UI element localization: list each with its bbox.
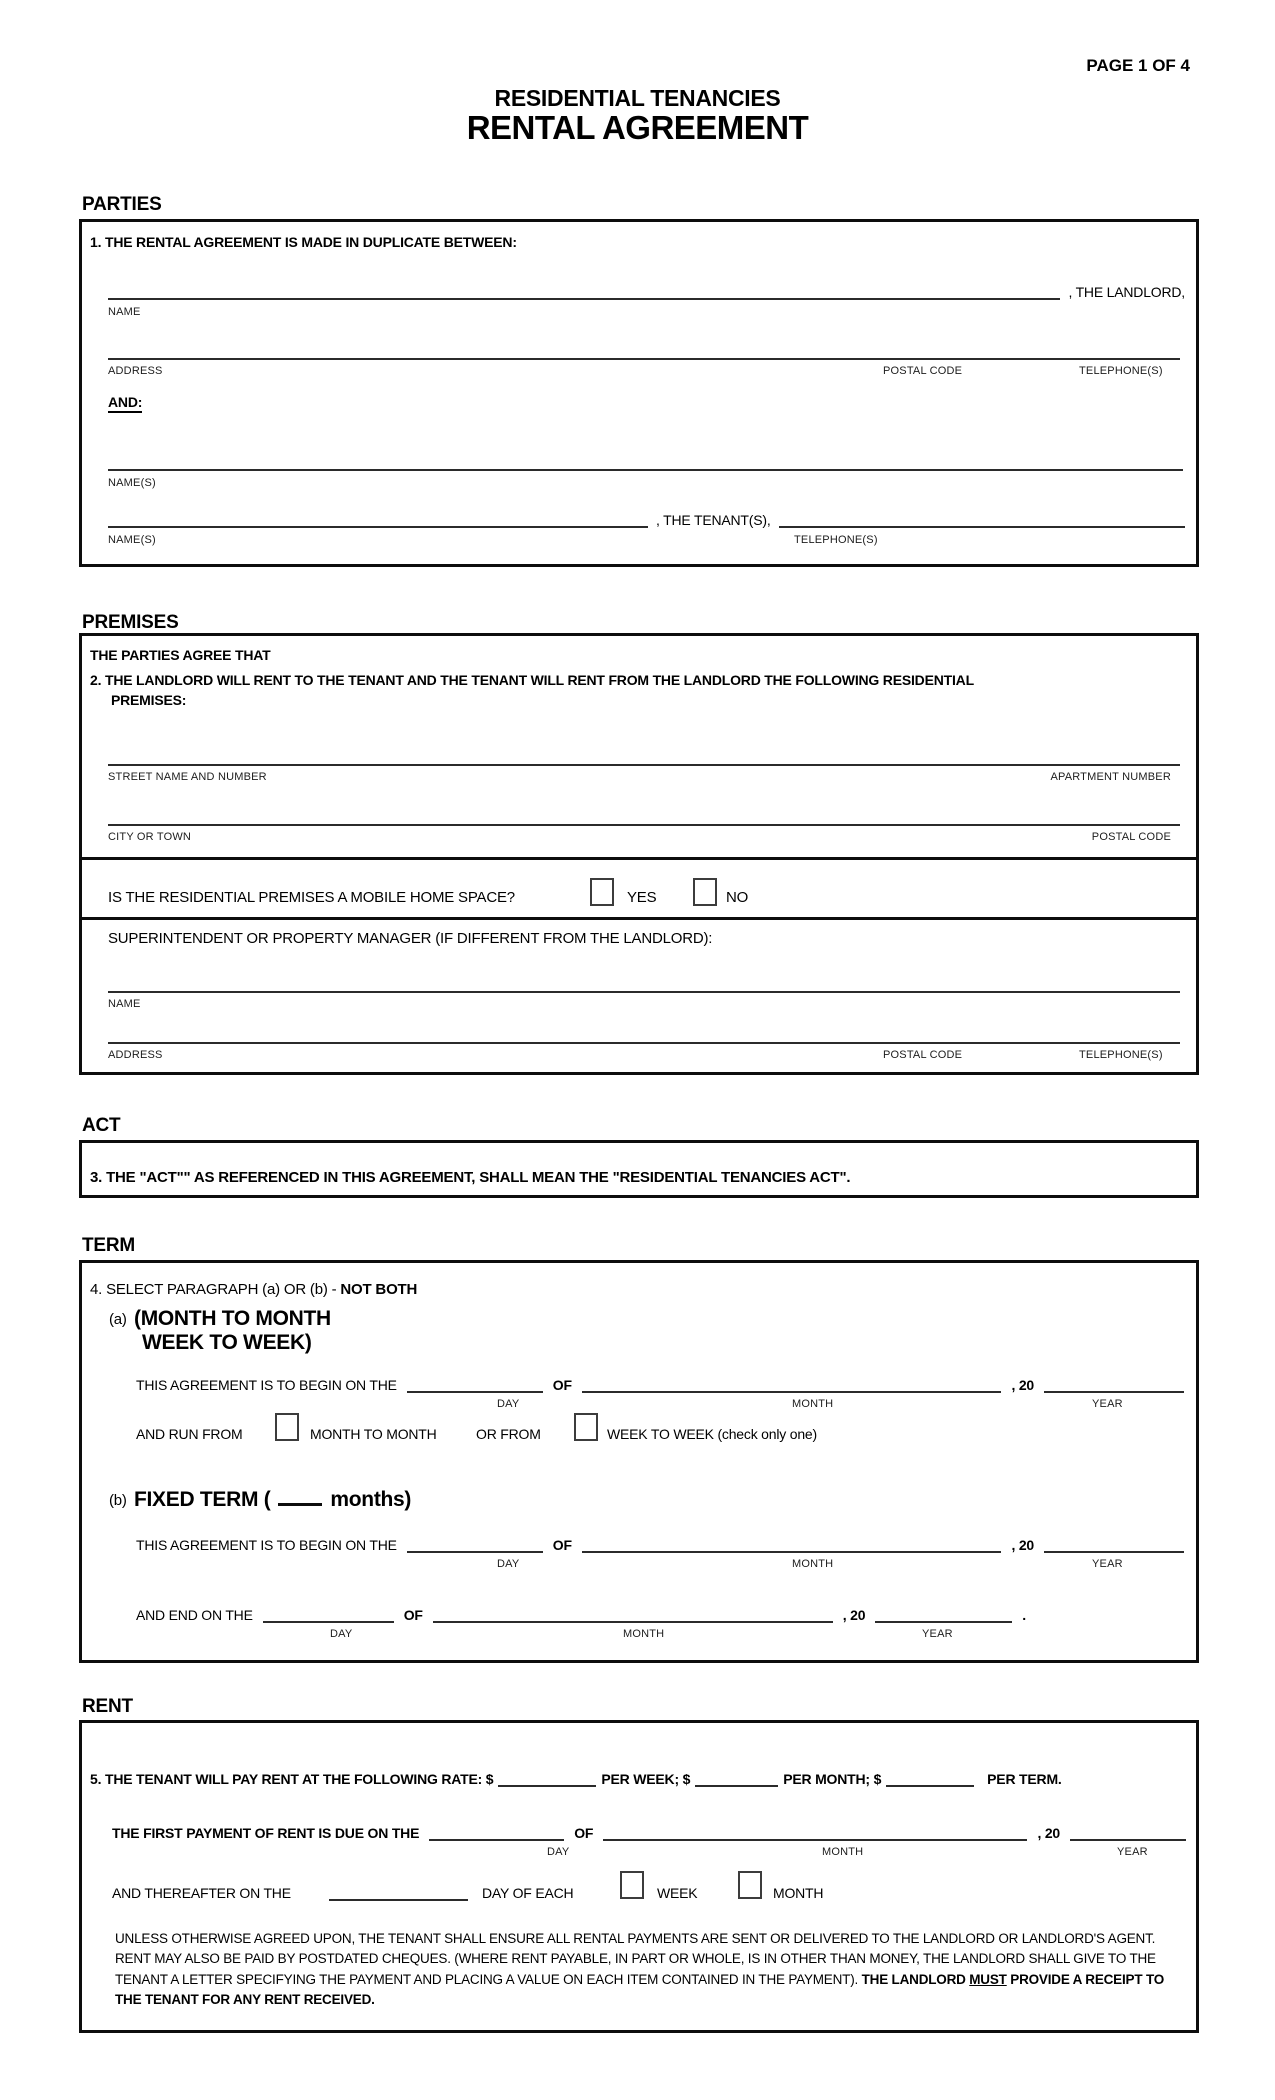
term-end-comma20: , 20 xyxy=(842,1607,866,1623)
term-a-year-label: YEAR xyxy=(1092,1398,1123,1410)
rent-month-checkbox[interactable] xyxy=(738,1871,762,1899)
rent-rate-prefix: 5. THE TENANT WILL PAY RENT AT THE FOLLOWING RATE: $ xyxy=(90,1771,494,1787)
term-select-instruction xyxy=(90,1281,417,1298)
act-clause: 3. THE "ACT"" AS REFERENCED IN THIS AGREEMENT, SHALL MEAN THE "RESIDENTIAL TENANCIES ACT". xyxy=(90,1169,851,1186)
rent-per-month-field[interactable] xyxy=(695,1765,778,1787)
rent-per-term-field[interactable] xyxy=(886,1765,974,1787)
term-end-year-label: YEAR xyxy=(922,1628,953,1640)
tenant-suffix: , THE TENANT(S), xyxy=(656,512,771,528)
super-telephones-label: TELEPHONE(S) xyxy=(1079,1049,1163,1061)
landlord-address-field[interactable] xyxy=(108,338,1180,360)
premises-clause-line1: 2. THE LANDLORD WILL RENT TO THE TENANT AND THE TENANT WILL RENT FROM THE LANDLORD THE FOLLOWING RESIDENTIAL xyxy=(90,672,974,688)
rent-first-day-field[interactable] xyxy=(429,1819,564,1841)
super-address-label: ADDRESS xyxy=(108,1049,163,1061)
and-separator xyxy=(108,394,142,410)
term-b-title-suffix: months) xyxy=(330,1488,412,1511)
rent-week-checkbox[interactable] xyxy=(620,1871,644,1899)
mobile-home-no-label: NO xyxy=(726,889,749,906)
super-name-label: NAME xyxy=(108,998,141,1010)
rent-notice-paragraph xyxy=(115,1929,1185,2010)
parties-box xyxy=(79,219,1199,567)
premises-heading: PREMISES xyxy=(82,612,179,633)
tenant-names-row xyxy=(108,449,1183,471)
mobile-home-yes-checkbox[interactable] xyxy=(590,878,614,906)
rent-per-week-field[interactable] xyxy=(498,1765,596,1787)
tenant-name2-row xyxy=(108,506,1185,528)
premises-box xyxy=(79,633,1199,1075)
super-address-field[interactable] xyxy=(108,1022,1180,1044)
term-a-title xyxy=(134,1307,331,1355)
street-field[interactable] xyxy=(108,744,1180,766)
city-postal-code-label: POSTAL CODE xyxy=(1091,831,1171,843)
rent-per-term-label: PER TERM. xyxy=(987,1771,1062,1787)
landlord-address-row xyxy=(108,338,1180,360)
rent-thereafter-text: AND THEREAFTER ON THE xyxy=(112,1885,291,1901)
rent-first-month-field[interactable] xyxy=(603,1819,1027,1841)
term-b-day-label: DAY xyxy=(497,1558,520,1570)
rent-comma20: , 20 xyxy=(1037,1825,1060,1841)
week-to-week-checkbox[interactable] xyxy=(574,1413,598,1441)
rent-month-label: MONTH xyxy=(822,1846,864,1858)
and-separator-text: AND: xyxy=(108,394,142,413)
premises-divider-2 xyxy=(82,917,1196,920)
term-a-marker: (a) xyxy=(109,1311,127,1328)
month-to-month-checkbox[interactable] xyxy=(275,1413,299,1441)
super-name-field[interactable] xyxy=(108,971,1180,993)
term-a-comma20: , 20 xyxy=(1011,1377,1034,1393)
term-end-month-label: MONTH xyxy=(623,1628,665,1640)
street-row xyxy=(108,744,1180,766)
fixed-term-months-field[interactable] xyxy=(278,1499,322,1506)
term-a-begin-month-field[interactable] xyxy=(582,1371,1002,1393)
rent-notice-bold1: THE LANDLORD xyxy=(861,1971,970,1987)
term-a-begin-text: THIS AGREEMENT IS TO BEGIN ON THE xyxy=(136,1377,397,1393)
term-b-year-label: YEAR xyxy=(1092,1558,1123,1570)
term-b-month-label: MONTH xyxy=(792,1558,834,1570)
rent-notice-bold2: PROVIDE A RECEIPT TO THE TENANT FOR ANY RENT RECEIVED. xyxy=(115,1971,1165,2007)
term-select-bold: NOT BOTH xyxy=(340,1281,418,1298)
rent-week-label: WEEK xyxy=(657,1885,698,1901)
term-run-from-text: AND RUN FROM xyxy=(136,1426,243,1442)
city-label: CITY OR TOWN xyxy=(108,831,192,843)
parties-heading: PARTIES xyxy=(82,194,162,215)
form-title-line2: RENTAL AGREEMENT xyxy=(466,109,809,146)
term-select-prefix: 4. SELECT PARAGRAPH (a) OR (b) - xyxy=(90,1281,341,1298)
term-b-marker: (b) xyxy=(109,1492,127,1509)
term-or-from-text: OR FROM xyxy=(476,1426,541,1442)
tenant-names2-label: NAME(S) xyxy=(108,534,156,546)
mobile-home-question: IS THE RESIDENTIAL PREMISES A MOBILE HOME SPACE? xyxy=(108,889,515,906)
term-a-of-label: OF xyxy=(552,1377,572,1393)
premises-clause-line2: PREMISES: xyxy=(111,692,187,708)
super-name-row xyxy=(108,971,1180,993)
term-b-title xyxy=(134,1488,411,1512)
page-number: PAGE 1 OF 4 xyxy=(1086,56,1190,75)
landlord-name-label: NAME xyxy=(108,306,141,318)
term-end-year-field[interactable] xyxy=(875,1601,1012,1623)
term-end-period: . xyxy=(1022,1607,1026,1623)
rent-first-payment-row xyxy=(112,1819,1186,1841)
premises-divider-1 xyxy=(82,857,1196,860)
landlord-name-field[interactable] xyxy=(108,278,1060,300)
rent-per-week-label: PER WEEK; $ xyxy=(601,1771,691,1787)
form-title-line1: RESIDENTIAL TENANCIES xyxy=(494,85,781,111)
superintendent-text: SUPERINTENDENT OR PROPERTY MANAGER (IF DIFFERENT FROM THE LANDLORD): xyxy=(108,930,713,947)
term-b-begin-year-field[interactable] xyxy=(1044,1531,1184,1553)
act-box xyxy=(79,1140,1199,1198)
apartment-number-label: APARTMENT NUMBER xyxy=(1050,771,1171,783)
term-b-begin-month-field[interactable] xyxy=(582,1531,1002,1553)
rent-year-label: YEAR xyxy=(1117,1846,1148,1858)
rent-thereafter-day-row xyxy=(329,1879,468,1901)
term-end-day-field[interactable] xyxy=(263,1601,394,1623)
rent-of-label: OF xyxy=(574,1825,594,1841)
term-b-begin-row xyxy=(136,1531,1184,1553)
rent-heading: RENT xyxy=(82,1696,133,1717)
term-end-day-label: DAY xyxy=(330,1628,353,1640)
street-label: STREET NAME AND NUMBER xyxy=(108,771,267,783)
city-row xyxy=(108,804,1180,826)
term-b-of-label: OF xyxy=(552,1537,572,1553)
act-heading: ACT xyxy=(82,1115,121,1136)
term-end-month-field[interactable] xyxy=(433,1601,833,1623)
rent-notice-must: MUST xyxy=(969,1971,1007,1987)
term-end-of-label: OF xyxy=(403,1607,423,1623)
term-b-begin-text: THIS AGREEMENT IS TO BEGIN ON THE xyxy=(136,1537,397,1553)
parties-agree-text: THE PARTIES AGREE THAT xyxy=(90,647,271,663)
term-b-comma20: , 20 xyxy=(1011,1537,1034,1553)
term-b-title-prefix: FIXED TERM ( xyxy=(134,1488,271,1511)
rent-thereafter-day-field[interactable] xyxy=(329,1879,468,1901)
tenant-telephones-label: TELEPHONE(S) xyxy=(794,534,878,546)
tenant-names-field[interactable] xyxy=(108,449,1183,471)
city-field[interactable] xyxy=(108,804,1180,826)
term-a-title-line2: WEEK TO WEEK) xyxy=(142,1331,312,1354)
term-a-month-label: MONTH xyxy=(792,1398,834,1410)
term-a-begin-year-field[interactable] xyxy=(1044,1371,1184,1393)
super-address-row xyxy=(108,1022,1180,1044)
tenant-names2-field[interactable] xyxy=(108,506,648,528)
tenant-telephones-field[interactable] xyxy=(779,506,1185,528)
rent-notice-normal: UNLESS OTHERWISE AGREED UPON, THE TENANT SHALL ENSURE ALL RENTAL PAYMENTS ARE SENT OR DELIVERED TO THE LANDLORD OR LANDLORD'S AGENT. RENT MAY ALSO BE PAID BY POSTDATED CHEQUES. (WHERE RENT PAYABLE, IN PART OR WHOLE, IS IN OTHER THAN MONEY, THE LANDLORD SHALL GIVE TO THE TENANT A LETTER SPECIFYING THE PAYMENT AND PLACING A VALUE ON EACH ITEM CONTAINED IN THE PAYMENT). xyxy=(115,1931,1156,1987)
rent-per-month-label: PER MONTH; $ xyxy=(783,1771,882,1787)
month-to-month-label: MONTH TO MONTH xyxy=(310,1426,437,1442)
week-to-week-label: WEEK TO WEEK (check only one) xyxy=(607,1426,817,1442)
parties-intro: 1. THE RENTAL AGREEMENT IS MADE IN DUPLICATE BETWEEN: xyxy=(90,234,517,250)
term-a-title-line1: (MONTH TO MONTH xyxy=(134,1307,331,1330)
rent-month-check-label: MONTH xyxy=(773,1885,824,1901)
landlord-telephones-label: TELEPHONE(S) xyxy=(1079,365,1163,377)
super-postal-code-label: POSTAL CODE xyxy=(883,1049,963,1061)
rent-first-year-field[interactable] xyxy=(1070,1819,1186,1841)
rent-rate-row xyxy=(90,1765,1194,1787)
term-end-text: AND END ON THE xyxy=(136,1607,253,1623)
term-heading: TERM xyxy=(82,1235,136,1256)
mobile-home-no-checkbox[interactable] xyxy=(693,878,717,906)
rent-box xyxy=(79,1720,1199,2033)
term-box xyxy=(79,1260,1199,1663)
landlord-address-label: ADDRESS xyxy=(108,365,163,377)
rent-day-of-each-text: DAY OF EACH xyxy=(482,1885,574,1901)
landlord-name-row xyxy=(108,278,1185,300)
term-end-row xyxy=(136,1601,1026,1623)
rent-day-label: DAY xyxy=(547,1846,570,1858)
term-a-begin-row xyxy=(136,1371,1184,1393)
term-a-begin-day-field[interactable] xyxy=(407,1371,543,1393)
mobile-home-yes-label: YES xyxy=(627,889,657,906)
rent-first-payment-text: THE FIRST PAYMENT OF RENT IS DUE ON THE xyxy=(112,1825,420,1841)
landlord-suffix: , THE LANDLORD, xyxy=(1068,284,1185,300)
term-b-begin-day-field[interactable] xyxy=(407,1531,543,1553)
term-a-day-label: DAY xyxy=(497,1398,520,1410)
landlord-postal-code-label: POSTAL CODE xyxy=(883,365,963,377)
tenant-names-label: NAME(S) xyxy=(108,477,156,489)
